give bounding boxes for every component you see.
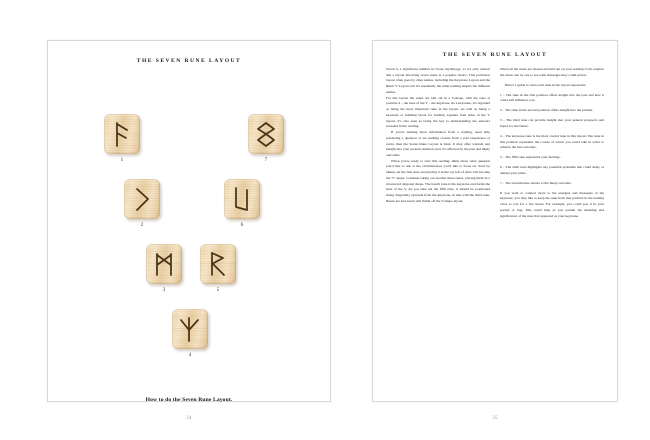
rune-slot-3 — [142, 244, 186, 293]
inguz-rune-icon — [248, 114, 284, 154]
rune-meaning-item: 4 – The keystone rune is the most crucial rune in this layout. The rune in this position represents the course of action you could take in order to achieve the best outcome. — [500, 133, 604, 150]
algiz-rune-icon — [172, 309, 208, 349]
figure-caption: How to do the Seven Rune Layout. — [145, 397, 233, 403]
raido-rune-icon — [200, 244, 236, 284]
rune-label-7: 7 — [264, 158, 268, 163]
mannaz-rune-icon — [146, 244, 182, 284]
body-text — [373, 58, 617, 219]
paragraph: For this layout the runes are laid out in a V-shape, with the rune at position 4 – the base of the V – the keystone. As a keystone, it's regarded as being the most important rune in the layout. As well as being a keystone or building block for holding together both sides of the V layout, it's also seen as being the key to understanding the answers revealed in the reading. — [386, 95, 490, 129]
rune-meaning-item: 3 – The third rune can provide insight into your general prospects and hopes for the future. — [500, 118, 604, 128]
rune-slot-7 — [244, 114, 288, 163]
rune-slot-1 — [100, 114, 144, 163]
seven-rune-layout-figure — [48, 64, 330, 403]
rune-slot-2 — [120, 179, 164, 228]
rune-meaning-item: 7 – The seventh rune relates to the likely outcome. — [500, 180, 572, 185]
left-page — [47, 40, 331, 421]
uruz-rune-icon — [224, 179, 260, 219]
rune-slot-4 — [168, 309, 212, 358]
text-column-left — [386, 67, 490, 219]
paragraph: When you're ready to start this reading, think about what question you'd like to ask or the circumstances you'd like to focus on. Start by taking out the first rune and placing it in the top left of what will become the 'V' shape. Continue taking out another three runes, placing them in a downward diagonal shape. The fourth rune is the keystone and forms the base of the V. As you take out the fifth rune, it should be positioned rising diagonally upwards from the keystone, in line with the third rune. Runes six and seven will finish off the V-shape layout. — [386, 158, 490, 203]
right-page-running-head: THE SEVEN RUNE LAYOUT — [442, 52, 548, 58]
right-page-number: 35 — [492, 416, 498, 421]
rune-slot-5 — [196, 244, 240, 293]
paragraph: When all the runes are chosen and laid out on your reading cloth, explore the runes one by one to see what messages they could reveal. — [500, 67, 605, 77]
paragraph: Seven is a significant number in Norse mythology, so it's only natural that a layout involving seven runes is a popular choice. This particular layout often goes by other names, including the Keystone Layout and the Runic V Layout, but it's essentially the same reading despite the different names. — [386, 67, 490, 94]
left-page-number: 34 — [186, 416, 192, 421]
left-page-running-head: THE SEVEN RUNE LAYOUT — [136, 58, 242, 64]
rune-label-5: 5 — [216, 288, 220, 293]
rune-label-6: 6 — [240, 223, 244, 228]
paragraph: If you're seeking more information from a reading, need help pondering a question or are seeking closure from a past experience or event, then the Seven Rune Layout is ideal. It may offer wisdom and insight into your present situation, how it's affected by the past and likely outcomes. — [386, 130, 490, 158]
rune-meaning-item: 2 – The rune in the second position offers insight into the present. — [500, 108, 594, 113]
rune-label-4: 4 — [188, 353, 192, 358]
rune-label-3: 3 — [162, 288, 166, 293]
rune-meaning-item: 1 – The rune in the first position offers insight into the past and how it could still influence you. — [500, 92, 604, 103]
kenaz-rune-icon — [124, 179, 160, 219]
paragraph: If you want to connect more to the energies and messages of the keystone, you may like to keep the rune from this position in the reading close to you for a few hours. For example, you could pop it in your pocket or bag. This could help as you ponder the meaning and significance of the rune that appeared as your keystone. — [500, 190, 604, 218]
rune-meaning-item: 6 – The sixth rune highlights any potential problems that could delay or disrupt your plans. — [500, 165, 604, 175]
paragraph: Here's a guide to what each rune in the layout represents: — [505, 82, 587, 87]
rune-label-1: 1 — [120, 158, 124, 163]
rune-meaning-item: 5 – The fifth rune represents your feelings. — [500, 155, 561, 160]
ansuz-rune-icon — [104, 114, 140, 154]
text-column-right — [500, 67, 604, 219]
rune-label-2: 2 — [140, 223, 144, 228]
right-page — [372, 40, 618, 421]
rune-slot-6 — [220, 179, 264, 228]
